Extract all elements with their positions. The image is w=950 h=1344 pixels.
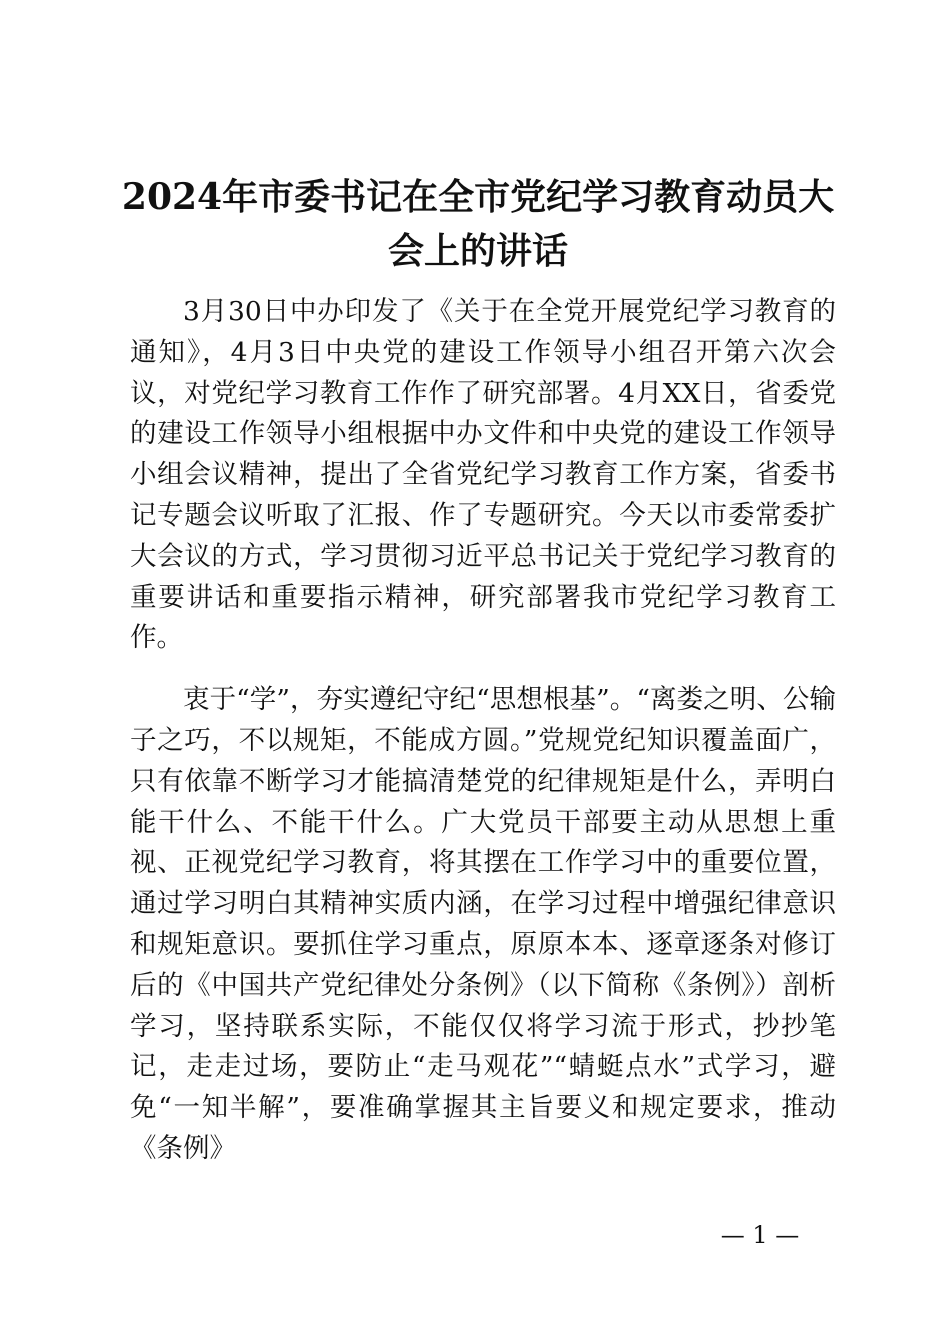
document-title: 2024年市委书记在全市党纪学习教育动员大会上的讲话 [121,176,835,272]
paragraph-intro: 3月30日中办印发了《关于在全党开展党纪学习教育的通知》，4月3日中央党的建设工作领导小组召开第六次会议，对党纪学习教育工作作了研究部署。4月XX日，省委党的建设工作领导小组根据中办文件和中央党的建设工作领导小组会议精神，提出了全省党纪学习教育工作方案，省委书记专题会议听取了汇报、作了专题研究。今天以市委常委扩大会议的方式，学习贯彻习近平总书记关于党纪学习教育的重要讲话和重要指示精神，研究部署我市党纪学习教育工作。 [130,296,836,654]
document-body [130,292,836,1170]
page-number: — 1 — [720,1221,800,1249]
paragraph-study: 衷于“学”，夯实遵纪守纪“思想根基”。“离娄之明、公输子之巧，不以规矩，不能成方圆。”党规党纪知识覆盖面广，只有依靠不断学习才能搞清楚党的纪律规矩是什么，弄明白能干什么、不能干什么。广大党员干部要主动从思想上重视、正视党纪学习教育，将其摆在工作学习中的重要位置，通过学习明白其精神实质内涵，在学习过程中增强纪律意识和规矩意识。要抓住学习重点，原原本本、逐章逐条对修订后的《中国共产党纪律处分条例》（以下简称《条例》）剖析学习，坚持联系实际，不能仅仅将学习流于形式，抄抄笔记，走走过场，要防止“走马观花”“蜻蜓点水”式学习，避免“一知半解”，要准确掌握其主旨要义和规定要求，推动《条例》 [130,684,836,1164]
